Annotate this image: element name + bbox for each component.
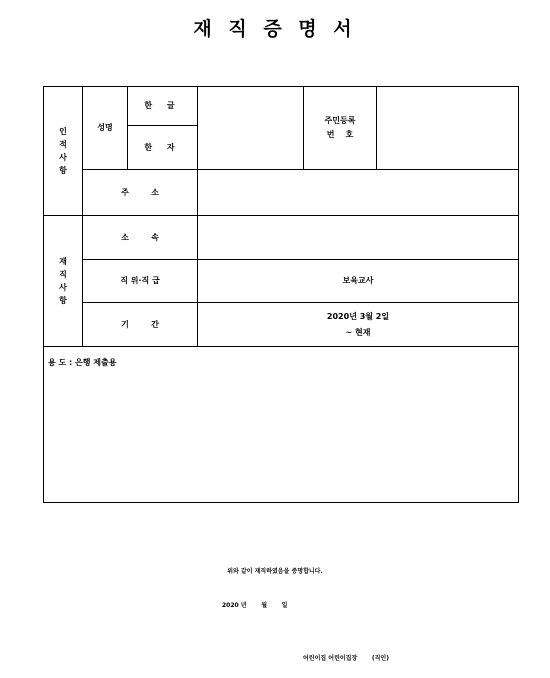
divider [44, 346, 518, 347]
certificate-form [43, 86, 519, 503]
hangul-label: 한 글 [144, 101, 181, 110]
certification-statement: 위와 같이 재직하였음을 증명합니다. [227, 568, 323, 575]
position-label: 직 위·직 급 [120, 276, 160, 285]
rrn-label [304, 87, 376, 169]
rrn-label-line2: 번 호 [326, 130, 354, 139]
address-label: 주 소 [121, 187, 159, 197]
personal-section-label [44, 87, 82, 215]
department-field[interactable] [198, 216, 518, 259]
hangul-name-field[interactable] [198, 87, 303, 125]
rrn-label-line1: 주민등록 [324, 116, 356, 125]
issue-date: 2020 년 월 일 [222, 602, 288, 609]
period-label: 기 간 [121, 319, 159, 329]
rrn-field[interactable] [377, 87, 518, 169]
address-field[interactable] [198, 170, 518, 215]
position-field[interactable]: 보육교사 [342, 276, 374, 285]
employment-section-label [44, 216, 82, 346]
department-label: 소 속 [121, 232, 159, 242]
document-title: 재 직 증 명 서 [193, 18, 357, 40]
employment-section-text: 재직사항 [59, 257, 67, 305]
name-label: 성명 [97, 123, 113, 132]
period-start: 2020년 3월 2일 [326, 311, 390, 321]
hanja-label: 한 자 [144, 142, 181, 152]
personal-section-text: 인적사항 [59, 127, 67, 175]
purpose-text: 용 도 : 은행 제출용 [48, 358, 117, 367]
hanja-name-field[interactable] [198, 126, 303, 169]
period-end: ~ 현재 [345, 327, 371, 337]
period-field[interactable] [198, 303, 518, 346]
issuer-line: 어린이집 어린이집장 (직인) [303, 655, 389, 662]
